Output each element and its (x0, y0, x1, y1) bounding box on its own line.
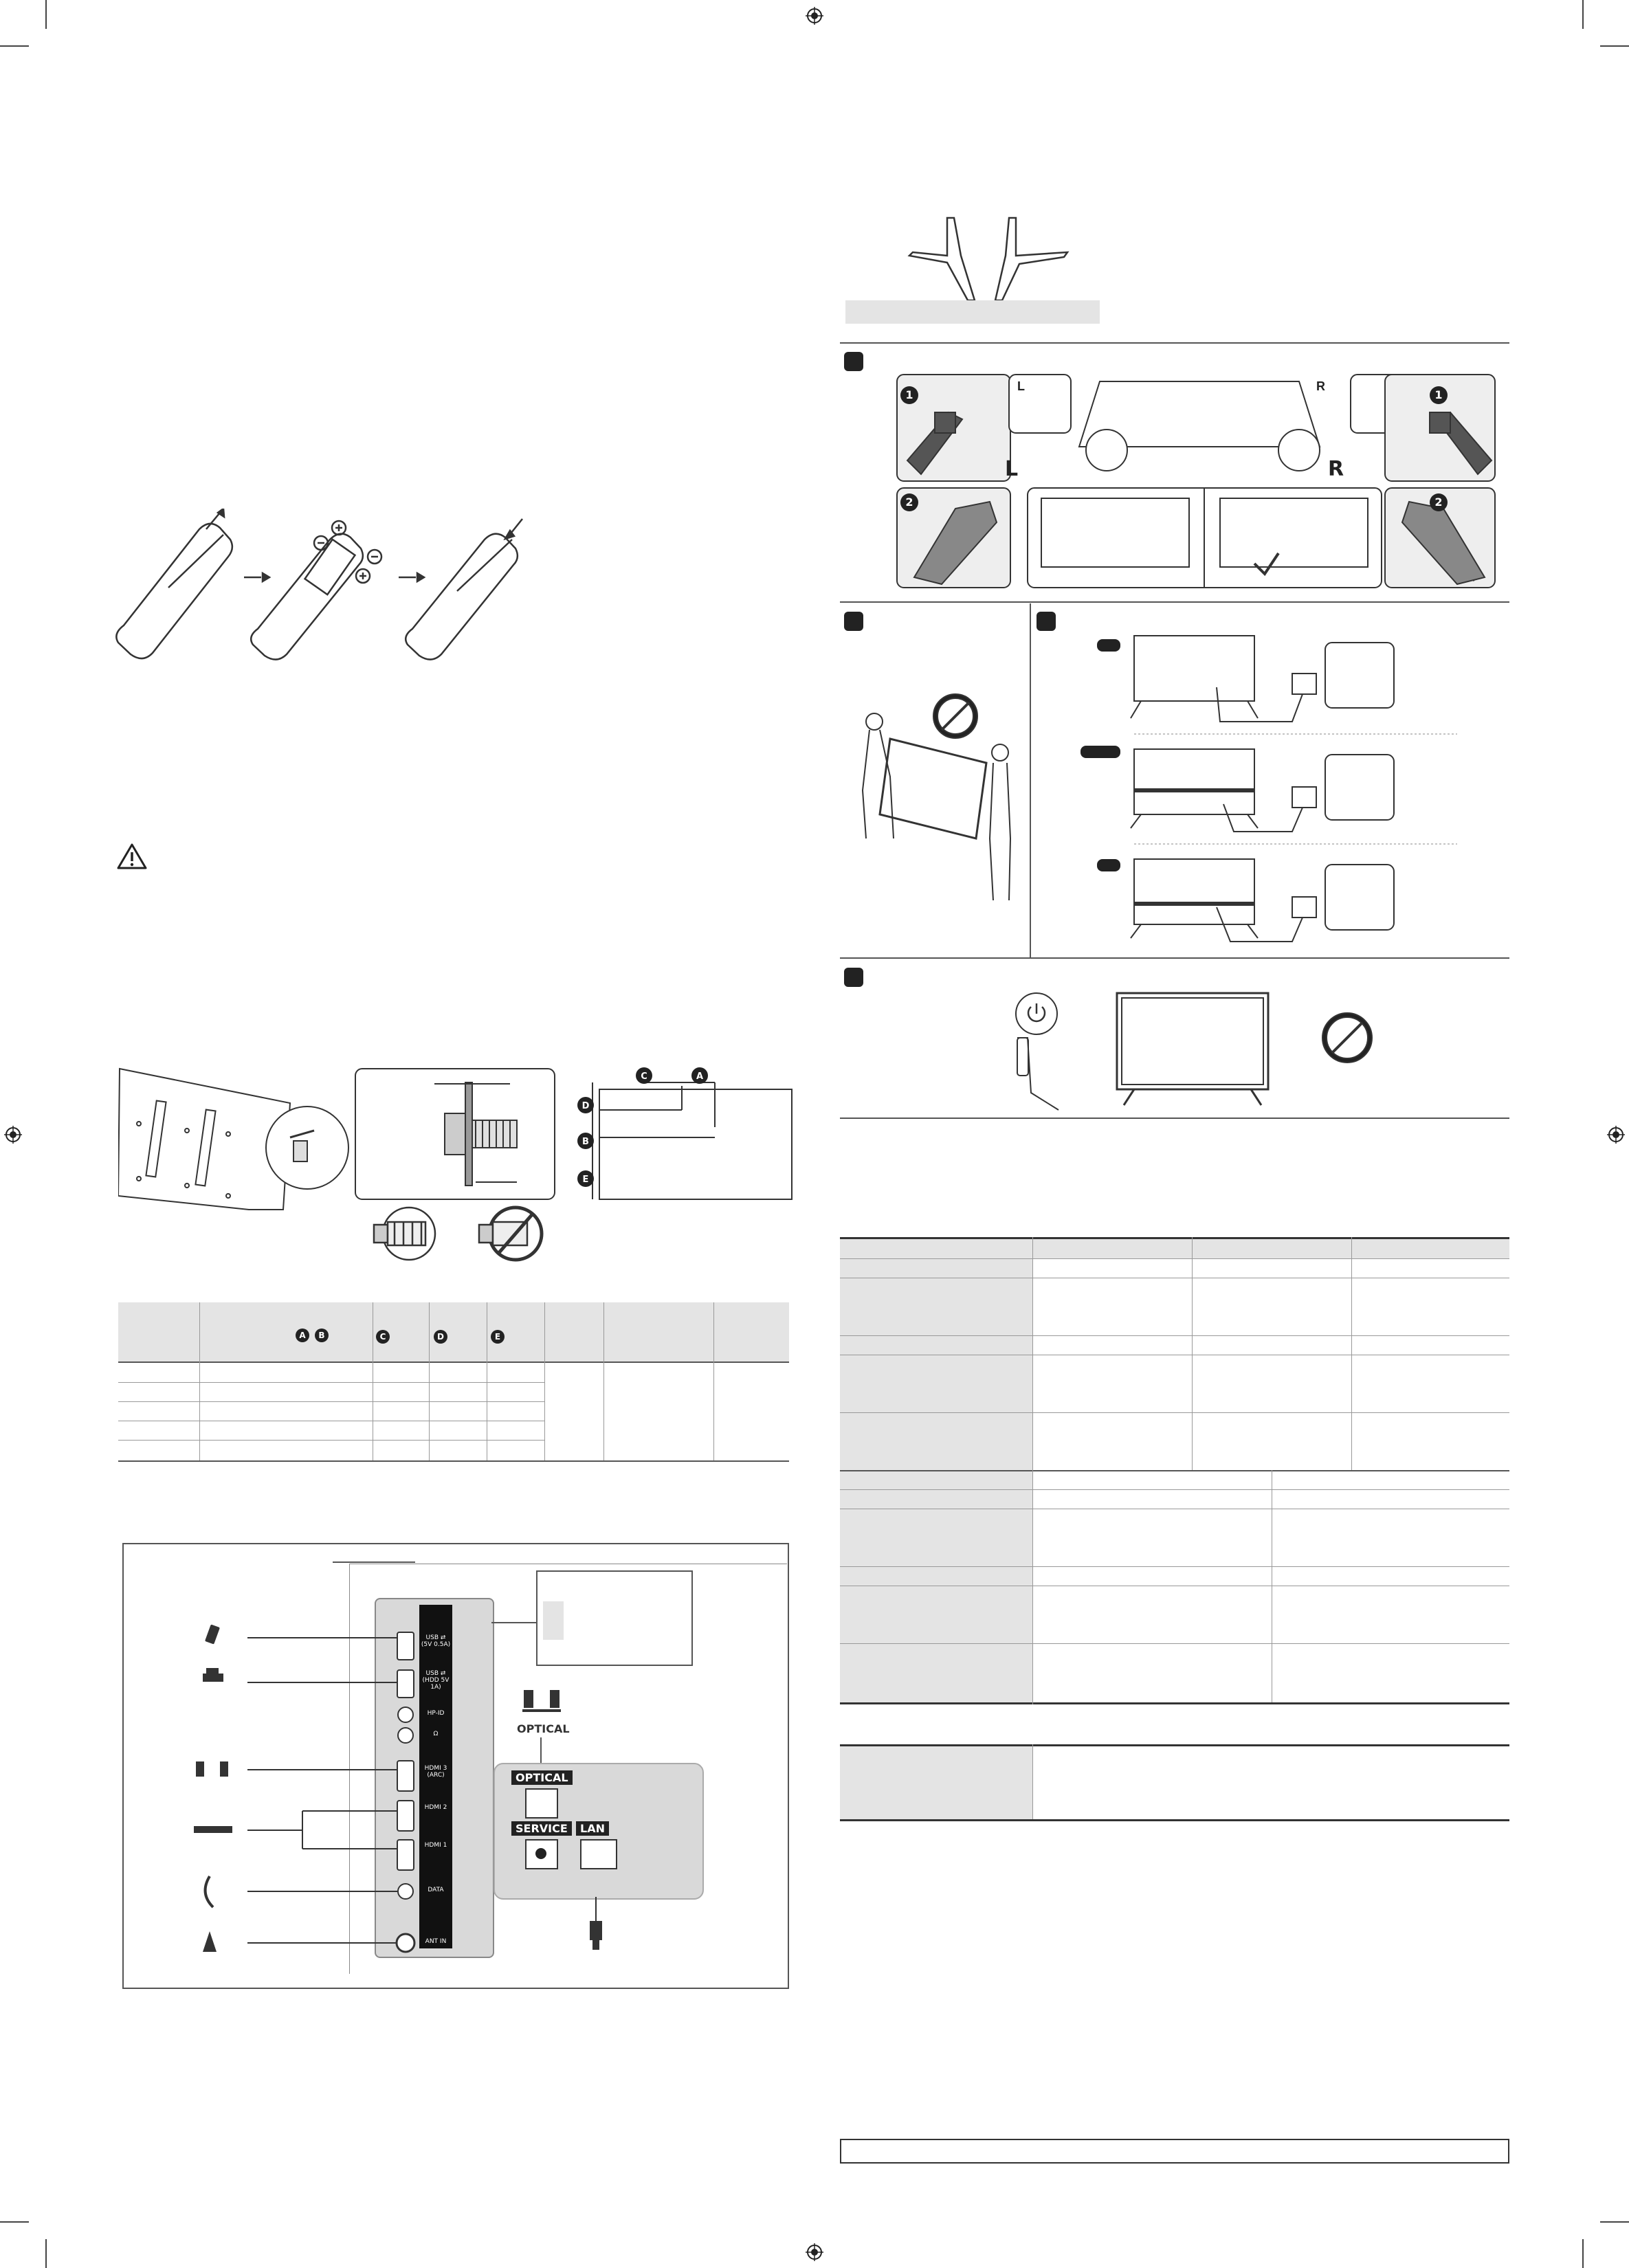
headphone-label: Ω (421, 1731, 451, 1740)
remote-battery-illustration (110, 509, 550, 667)
environment-table (840, 1744, 1509, 1821)
section-divider-4 (840, 1118, 1509, 1119)
lan-cable-icon (586, 1897, 606, 1952)
stand-legs-illustration (906, 214, 1071, 304)
data-label: DATA (421, 1887, 451, 1896)
stand-left-small-label: L (1017, 379, 1025, 393)
panel-spec-box-shade (543, 1601, 564, 1640)
hdmi1-label: HDMI 1 (421, 1842, 451, 1858)
wall-mount-table (118, 1302, 789, 1467)
stand-right-small-label: R (1316, 379, 1325, 393)
section-divider-2 (840, 601, 1509, 603)
registration-mark-bottom (806, 2243, 823, 2261)
hdmi3-label: HDMI 3 (ARC) (421, 1765, 451, 1781)
power-on-illustration (990, 990, 1375, 1117)
footer-note-box (840, 2139, 1509, 2164)
wall-letter-a: A (696, 1071, 704, 1082)
connection-panel-label-line (333, 1561, 415, 1563)
callout-1-left: 1 (900, 386, 918, 404)
wall-letter-c: C (641, 1071, 647, 1082)
optical-caption: OPTICAL (517, 1722, 570, 1735)
table-letter-d: D (434, 1330, 447, 1344)
optical-tag: OPTICAL (511, 1770, 573, 1785)
registration-mark-left (4, 1126, 22, 1144)
speaker-icon (521, 1687, 562, 1722)
callout-2-right: 2 (1430, 493, 1448, 511)
hpid-label: HP-ID (421, 1710, 451, 1720)
usb2-label: USB ⇄ (HDD 5V 1A) (421, 1670, 451, 1687)
registration-mark-top (806, 7, 823, 25)
wall-letter-e: E (582, 1175, 589, 1185)
section-divider-3 (840, 957, 1509, 959)
panel-spec-box-line (491, 1622, 537, 1623)
registration-mark-right (1607, 1126, 1625, 1144)
section-divider-1 (840, 342, 1509, 344)
wall-letter-b: B (582, 1137, 589, 1147)
table-letter-c: C (376, 1330, 390, 1344)
stand-assembly-illustration (894, 371, 1498, 591)
table-letter-a: A (296, 1328, 309, 1342)
optical-port[interactable] (525, 1788, 558, 1819)
wall-letter-d: D (581, 1101, 590, 1111)
callout-2-left: 2 (900, 493, 918, 511)
warning-icon (117, 843, 147, 870)
stand-right-label: R (1328, 457, 1344, 481)
option-3-tag (1097, 859, 1120, 871)
usb1-label: USB ⇄ (5V 0.5A) (421, 1634, 451, 1651)
wall-mount-illustration (118, 1065, 799, 1278)
step-2-marker (844, 612, 863, 631)
option-1-tag (1097, 639, 1120, 652)
optical-lead-line (540, 1737, 542, 1765)
step-4-marker (844, 968, 863, 987)
table-letter-e: E (491, 1330, 505, 1344)
callout-1-right: 1 (1430, 386, 1448, 404)
option-2-tag (1081, 746, 1120, 758)
table-letter-b: B (315, 1328, 329, 1342)
specifications-table (840, 1237, 1509, 1704)
stand-caption-bar (845, 300, 1100, 324)
service-tag: SERVICE (511, 1821, 572, 1836)
section-divider-vertical (1030, 603, 1031, 957)
stand-left-label: L (1005, 457, 1019, 481)
lifting-tv-illustration (852, 687, 1017, 948)
step-1-marker (844, 352, 863, 371)
port-connectors (192, 1605, 426, 1962)
lan-tag: LAN (576, 1821, 609, 1836)
step-3-marker (1037, 612, 1056, 631)
service-port-dot (535, 1848, 546, 1859)
power-connection-illustration (1127, 632, 1471, 945)
lan-port[interactable] (580, 1839, 617, 1869)
hdmi2-label: HDMI 2 (421, 1804, 451, 1821)
ant-label: ANT IN (421, 1938, 451, 1948)
